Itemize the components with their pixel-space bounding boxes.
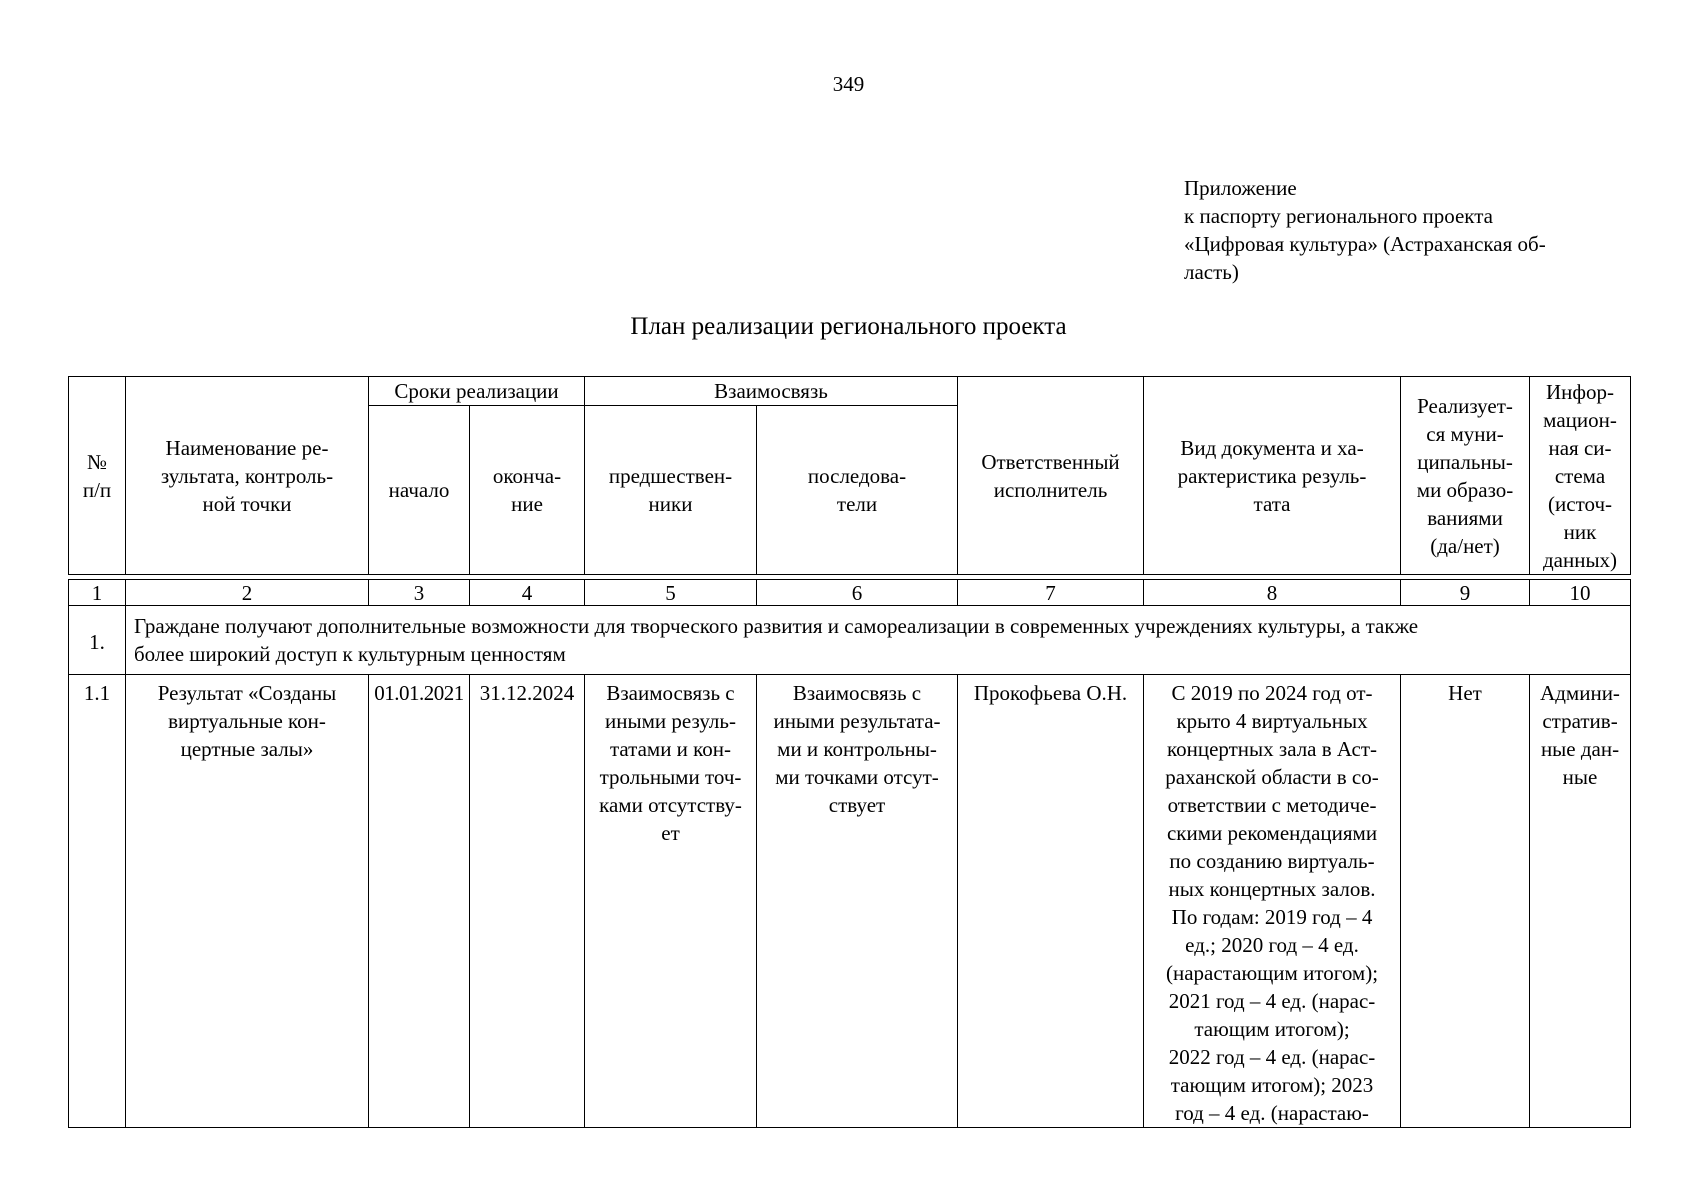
- row-num: 1.1: [69, 675, 126, 1128]
- section-row: [69, 606, 1631, 675]
- appendix-line: «Цифровая культура» (Астраханская об-: [1184, 232, 1546, 256]
- column-number: 8: [1144, 580, 1401, 606]
- header-doc-type: Вид документа и ха- рактеристика резуль- тата: [1144, 377, 1401, 575]
- header-num: № п/п: [69, 377, 126, 575]
- row-predecessors: Взаимосвязь с иными резуль- татами и кон- трольными точ- ками отсутству- ет: [585, 675, 757, 1128]
- appendix-line: Приложение: [1184, 176, 1297, 200]
- column-number: 3: [369, 580, 470, 606]
- header-row-1: [69, 377, 1631, 406]
- row-name: Результат «Созданы виртуальные кон- цертные залы»: [126, 675, 369, 1128]
- appendix-note: [1184, 174, 1614, 286]
- row-end-date: 31.12.2024: [470, 675, 585, 1128]
- header-terms: Сроки реализации: [369, 377, 585, 406]
- column-number: 10: [1530, 580, 1631, 606]
- section-num: 1.: [69, 606, 126, 675]
- appendix-line: ласть): [1184, 260, 1239, 284]
- table-row: [69, 675, 1631, 1128]
- header-name: Наименование ре- зультата, контроль- ной точки: [126, 377, 369, 575]
- column-number: 1: [69, 580, 126, 606]
- row-responsible: Прокофьева О.Н.: [958, 675, 1144, 1128]
- header-predecessors: предшествен- ники: [585, 406, 757, 575]
- column-number: 5: [585, 580, 757, 606]
- row-info-system: Админи- стратив- ные дан- ные: [1530, 675, 1631, 1128]
- column-number: 6: [757, 580, 958, 606]
- header-municipal: Реализует- ся муни- ципальны- ми образо- ваниями (да/нет): [1401, 377, 1530, 575]
- column-numbers-row: [69, 580, 1631, 606]
- row-doc-type: С 2019 по 2024 год от- крыто 4 виртуальных концертных зала в Аст- раханской области в со- ответствии с методиче- скими рекомендациями по созданию виртуаль- ных концертных залов. По годам: 2019 год – 4 ед.; 2020 год – 4 ед. (нарастающим итогом); 2021 год – 4 ед. (нарас- тающим итогом); 2022 год – 4 ед. (нарас- тающим итогом); 2023 год – 4 ед. (нарастаю-: [1144, 675, 1401, 1128]
- header-start: начало: [369, 406, 470, 575]
- row-municipal: Нет: [1401, 675, 1530, 1128]
- column-number: 2: [126, 580, 369, 606]
- column-number: 9: [1401, 580, 1530, 606]
- header-end: оконча- ние: [470, 406, 585, 575]
- header-responsible: Ответственный исполнитель: [958, 377, 1144, 575]
- document-title: План реализации регионального проекта: [630, 313, 1067, 340]
- plan-table: [68, 376, 1631, 1128]
- header-info-system: Инфор- мацион- ная си- стема (источ- ник данных): [1530, 377, 1631, 575]
- page-number: 349: [832, 72, 865, 96]
- header-successors: последова- тели: [757, 406, 958, 575]
- section-text: Граждане получают дополнительные возможности для творческого развития и самореализации в современных учреждениях культуры, а также более широкий доступ к культурным ценностям: [126, 606, 1631, 675]
- appendix-line: к паспорту регионального проекта: [1184, 204, 1493, 228]
- column-number: 7: [958, 580, 1144, 606]
- row-successors: Взаимосвязь с иными результата- ми и контрольны- ми точками отсут- ствует: [757, 675, 958, 1128]
- column-number: 4: [470, 580, 585, 606]
- header-relation: Взаимосвязь: [585, 377, 958, 406]
- row-start-date: 01.01.2021: [369, 675, 470, 1128]
